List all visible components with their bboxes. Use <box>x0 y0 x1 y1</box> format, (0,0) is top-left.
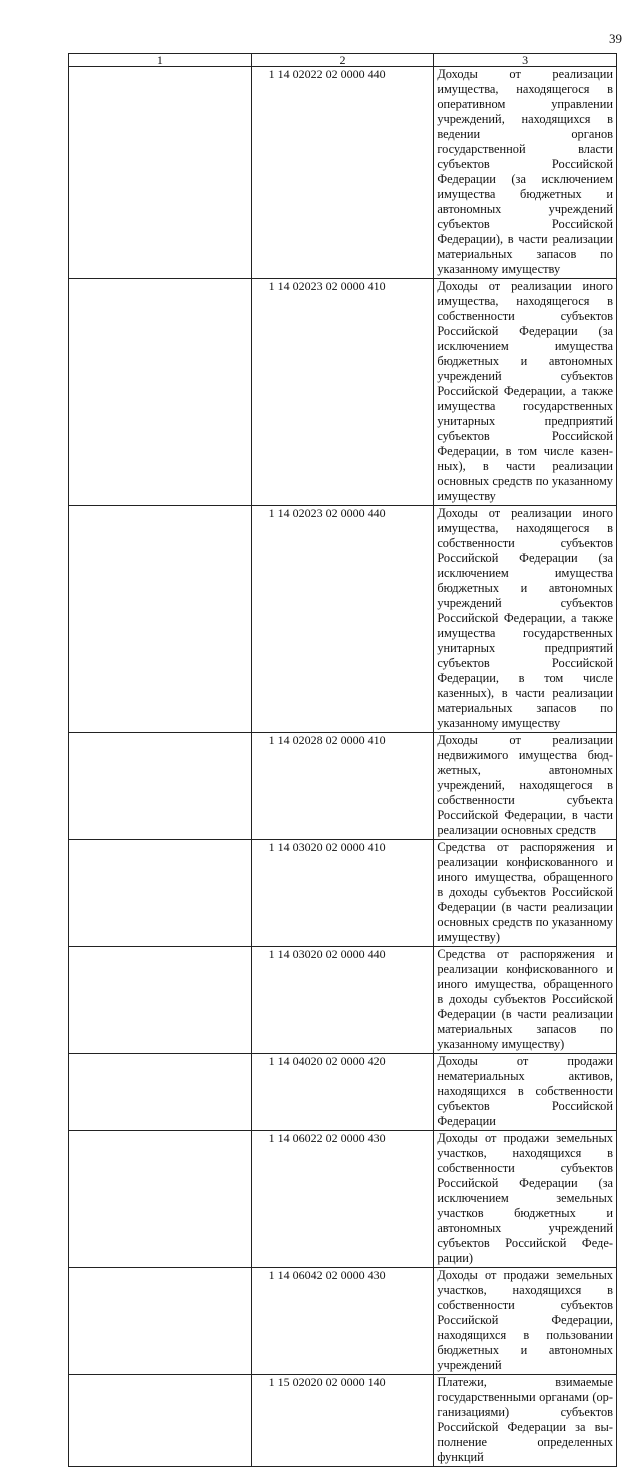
revenue-codes-table <box>68 53 617 1467</box>
revenue-description-cell: Средства от распоряжения и реализации конфискованного и иного имущества, обращенного в доходы субъектов Российской Федерации (в части реализации материальных запасов по указанному имуществу) <box>434 947 617 1054</box>
row-number-cell <box>69 279 252 506</box>
revenue-code-cell: 1 14 03020 02 0000 410 <box>251 840 434 947</box>
revenue-description-cell: Платежи, взимаемые государственными органами (организациями) субъектов Российской Федерации за выполнение определенных функций <box>434 1375 617 1467</box>
table-row <box>69 506 617 733</box>
table-header-row <box>69 54 617 67</box>
revenue-code-cell: 1 14 02028 02 0000 410 <box>251 733 434 840</box>
table-row <box>69 947 617 1054</box>
table-row <box>69 840 617 947</box>
table-row <box>69 279 617 506</box>
column-header-1: 1 <box>69 54 252 67</box>
revenue-code-cell: 1 14 02023 02 0000 410 <box>251 279 434 506</box>
revenue-code-cell: 1 14 06022 02 0000 430 <box>251 1131 434 1268</box>
row-number-cell <box>69 1375 252 1467</box>
revenue-description-cell: Доходы от реализации иного имущества, находящегося в собственности субъектов Российской Федерации (за исключением имущества бюджетных и автономных учреждений субъектов Российской Федерации, а также имущества государственных унитарных предприятий субъектов Российской Федерации, в том числе казенных), в части реализации основных средств по указанному имуществу <box>434 279 617 506</box>
revenue-code-cell: 1 14 02022 02 0000 440 <box>251 67 434 279</box>
row-number-cell <box>69 1268 252 1375</box>
column-header-3: 3 <box>434 54 617 67</box>
table-row <box>69 733 617 840</box>
row-number-cell <box>69 733 252 840</box>
revenue-code-cell: 1 15 02020 02 0000 140 <box>251 1375 434 1467</box>
table-row <box>69 1054 617 1131</box>
revenue-description-cell: Доходы от реализации недвижимого имущества бюджетных, автономных учреждений, находящегося в собственности субъекта Российской Федерации, в части реализации основных средств <box>434 733 617 840</box>
row-number-cell <box>69 67 252 279</box>
table-row <box>69 67 617 279</box>
row-number-cell <box>69 506 252 733</box>
page-number: 39 <box>609 31 622 46</box>
revenue-code-cell: 1 14 03020 02 0000 440 <box>251 947 434 1054</box>
revenue-description-cell: Доходы от реализации иного имущества, находящегося в собственности субъектов Российской Федерации (за исключением имущества бюджетных и автономных учреждений субъектов Российской Федерации, а также имущества государственных унитарных предприятий субъектов Российской Федерации, в том числе казенных), в части реализации материальных запасов по указанному имуществу <box>434 506 617 733</box>
column-header-2: 2 <box>251 54 434 67</box>
revenue-code-cell: 1 14 04020 02 0000 420 <box>251 1054 434 1131</box>
table-row <box>69 1375 617 1467</box>
revenue-description-cell: Доходы от реализации имущества, находящегося в оперативном управлении учреждений, находящихся в ведении органов государственной власти субъектов Российской Федерации (за исключением имущества бюджетных и автономных учреждений субъектов Российской Федерации), в части реализации материальных запасов по указанному имуществу <box>434 67 617 279</box>
revenue-code-cell: 1 14 06042 02 0000 430 <box>251 1268 434 1375</box>
revenue-description-cell: Доходы от продажи нематериальных активов, находящихся в собственности субъектов Российской Федерации <box>434 1054 617 1131</box>
table-row <box>69 1131 617 1268</box>
row-number-cell <box>69 1131 252 1268</box>
table-row <box>69 1268 617 1375</box>
row-number-cell <box>69 840 252 947</box>
revenue-description-cell: Доходы от продажи земельных участков, находящихся в собственности субъектов Российской Федерации (за исключением земельных участков бюджетных и автономных учреждений субъектов Российской Федерации) <box>434 1131 617 1268</box>
row-number-cell <box>69 947 252 1054</box>
revenue-description-cell: Средства от распоряжения и реализации конфискованного и иного имущества, обращенного в доходы субъектов Российской Федерации (в части реализации основных средств по указанному имуществу) <box>434 840 617 947</box>
revenue-description-cell: Доходы от продажи земельных участков, находящихся в собственности субъектов Российской Федерации, находящихся в пользовании бюджетных и автономных учреждений <box>434 1268 617 1375</box>
revenue-code-cell: 1 14 02023 02 0000 440 <box>251 506 434 733</box>
row-number-cell <box>69 1054 252 1131</box>
